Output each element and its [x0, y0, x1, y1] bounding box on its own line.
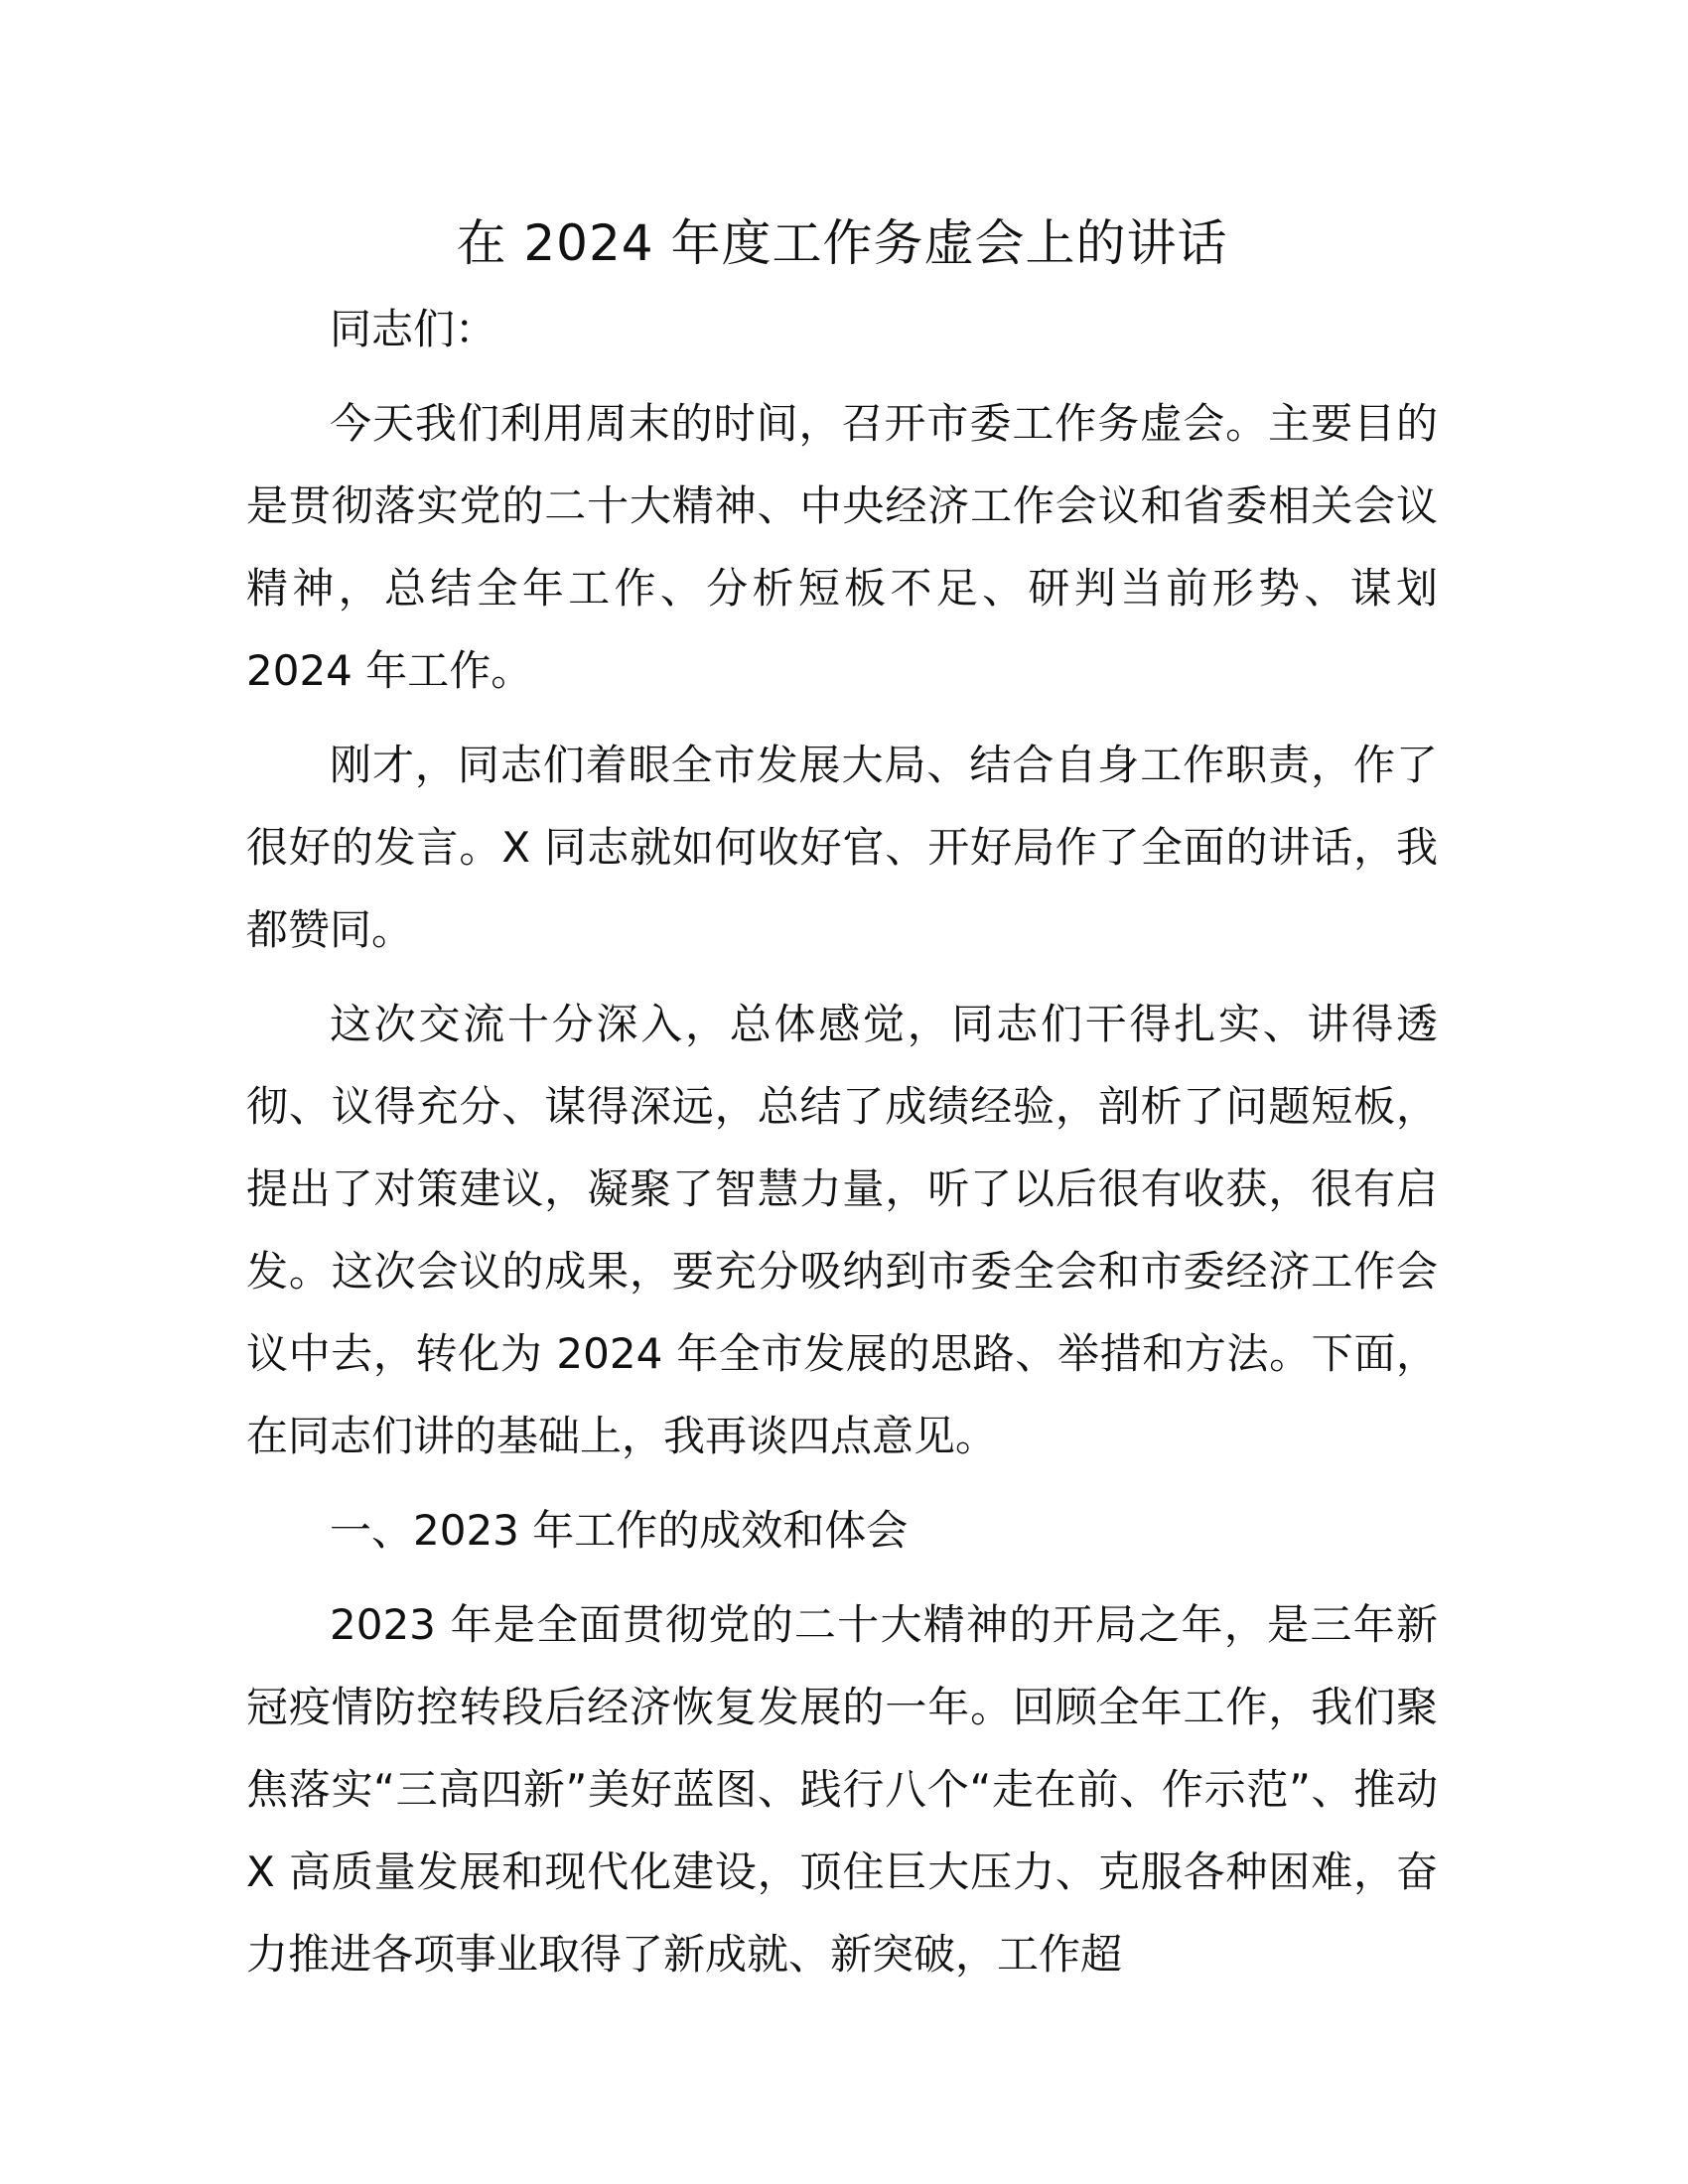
document-title: 在 2024 年度工作务虚会上的讲话	[456, 214, 1228, 272]
paragraph-intro: 今天我们利用周末的时间，召开市委工作务虚会。主要目的是贯彻落实党的二十大精神、中央经济工作会议和省委相关会议精神，总结全年工作、分析短板不足、研判当前形势、谋划 2024 年工作。	[246, 399, 1438, 695]
greeting: 同志们：	[330, 305, 497, 353]
section-heading: 一、2023 年工作的成效和体会	[330, 1506, 909, 1555]
document-page	[246, 199, 1438, 1985]
paragraph-speeches: 刚才，同志们着眼全市发展大局、结合自身工作职责，作了很好的发言。X 同志就如何收好官、开好局作了全面的讲话，我都赞同。	[246, 741, 1438, 954]
paragraph-section-1: 2023 年是全面贯彻党的二十大精神的开局之年，是三年新冠疫情防控转段后经济恢复发展的一年。回顾全年工作，我们聚焦落实“三高四新”美好蓝图、践行八个“走在前、作示范”、推动 X 高质量发展和现代化建设，顶住巨大压力、克服各种困难，奋力推进各项事业取得了新成就、新突破，工作超	[246, 1600, 1438, 1979]
paragraph-summary: 这次交流十分深入，总体感觉，同志们干得扎实、讲得透彻、议得充分、谋得深远，总结了成绩经验，剖析了问题短板，提出了对策建议，凝聚了智慧力量，听了以后很有收获，很有启发。这次会议的成果，要充分吸纳到市委全会和市委经济工作会议中去，转化为 2024 年全市发展的思路、举措和方法。下面，在同志们讲的基础上，我再谈四点意见。	[246, 1000, 1438, 1460]
